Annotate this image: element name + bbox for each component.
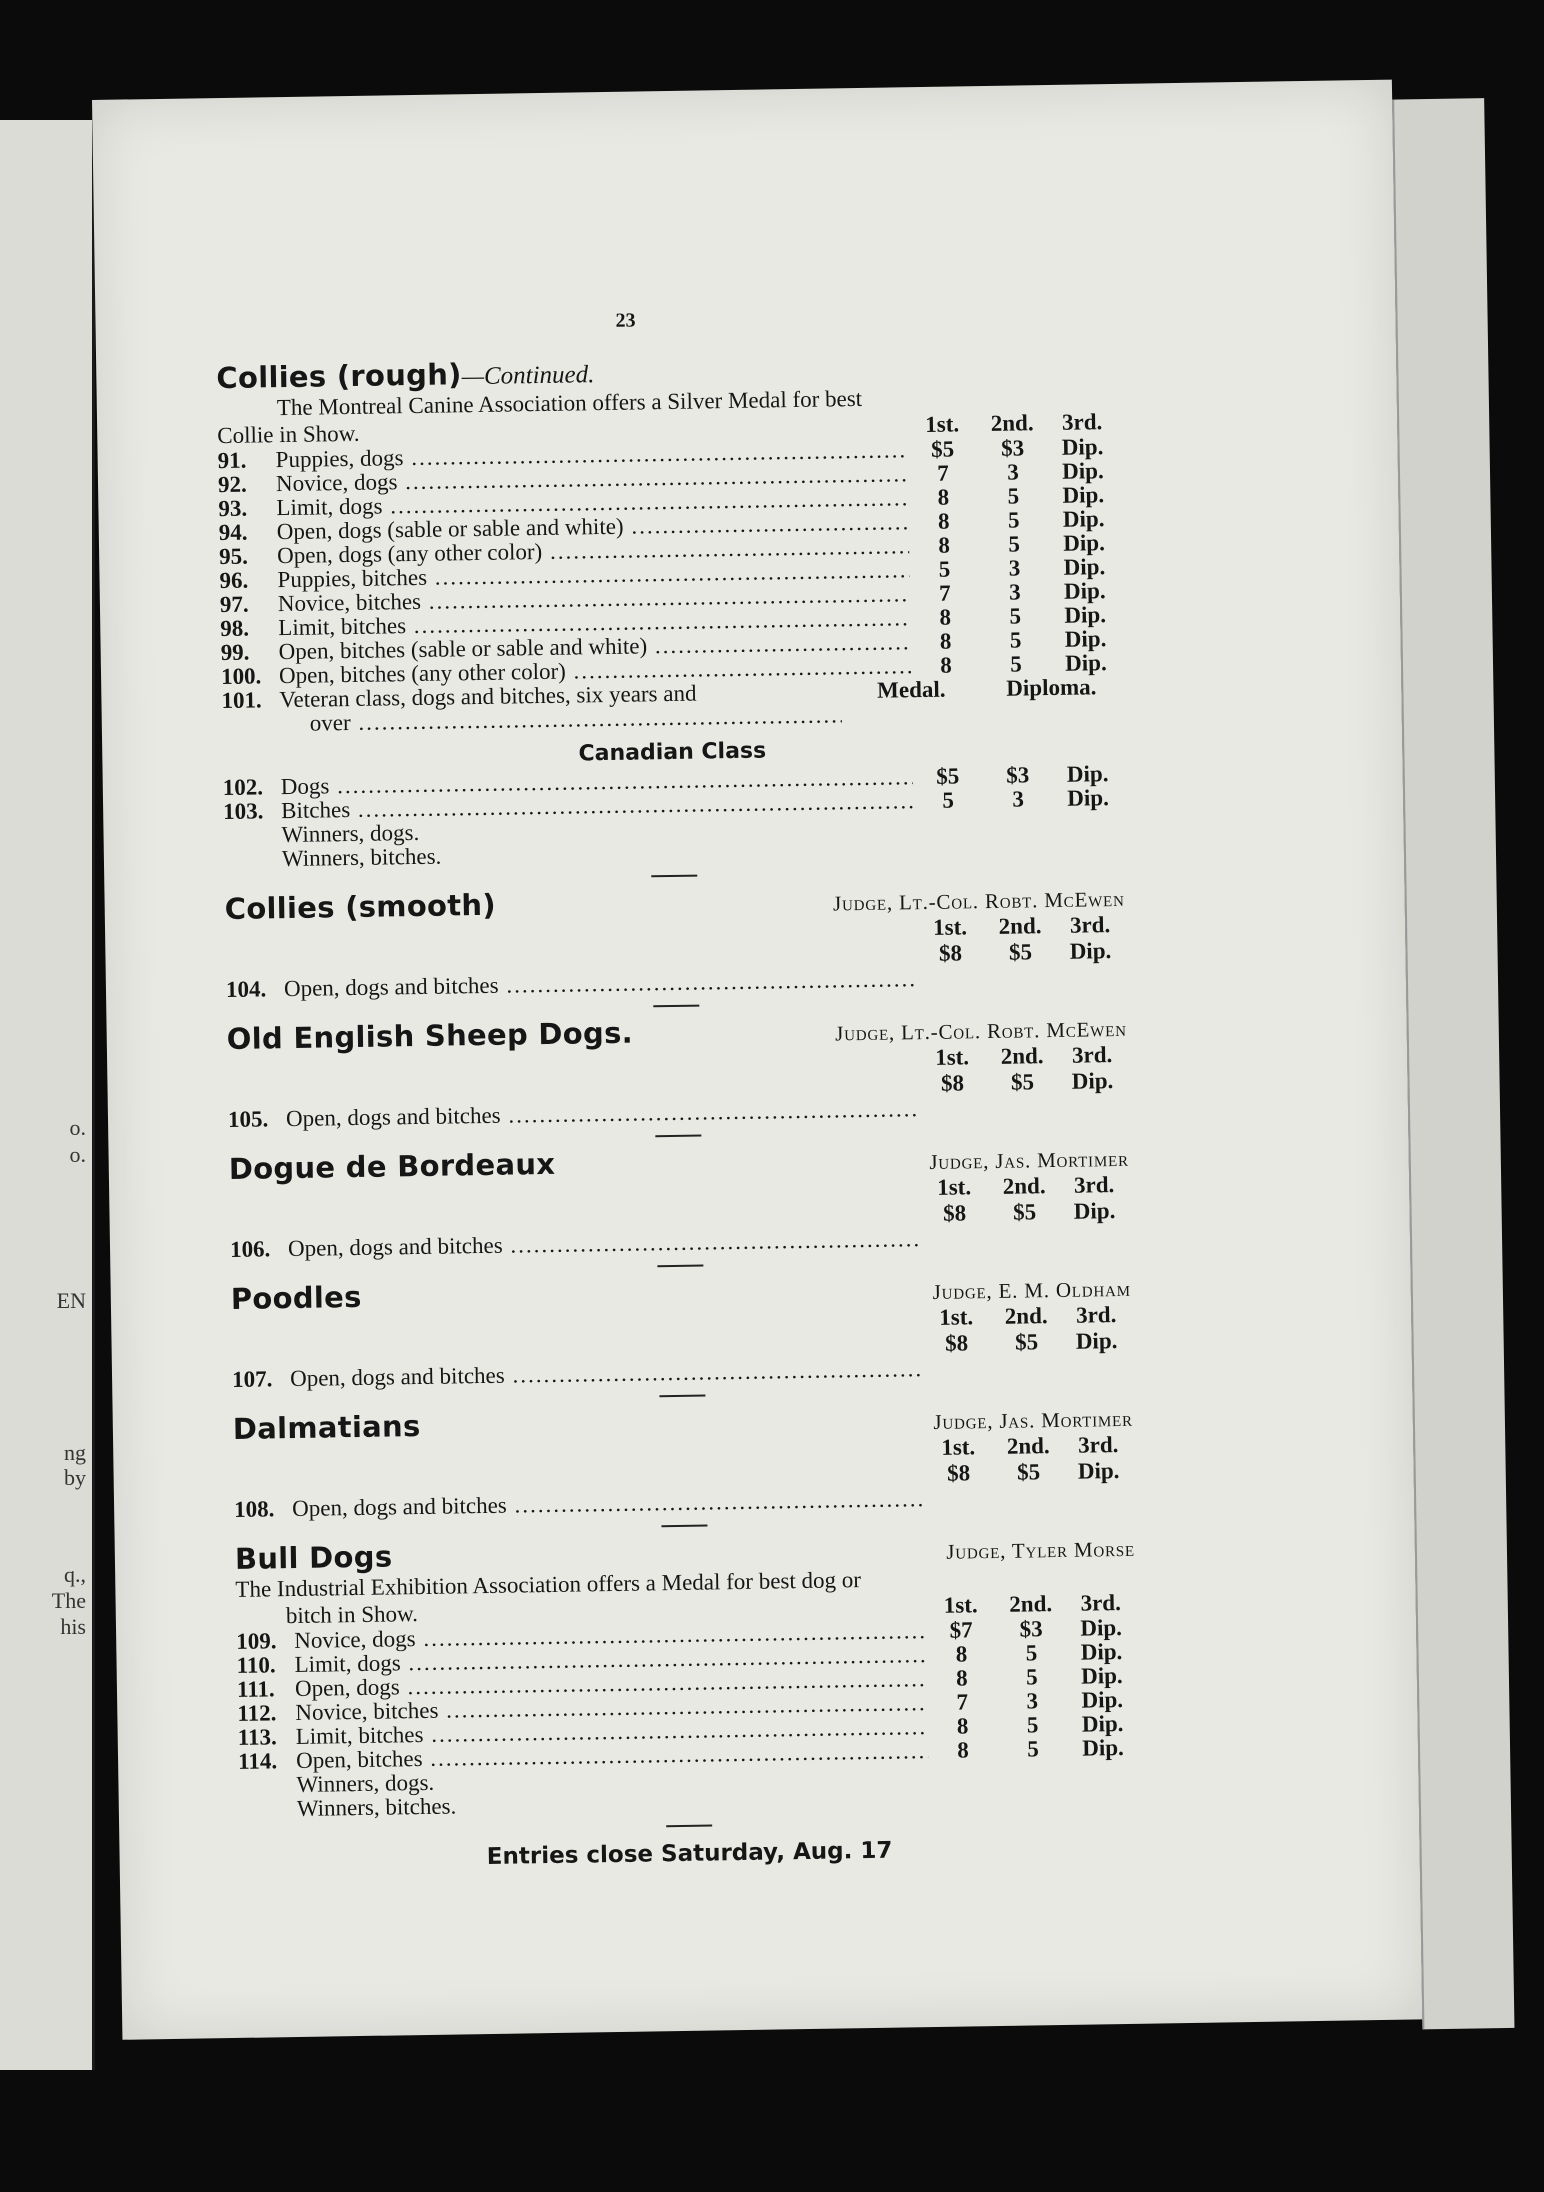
class-number: 94.	[218, 519, 248, 546]
spacer	[922, 1378, 1132, 1381]
prize-first: 7	[956, 1689, 969, 1715]
col-head: 2nd.	[1002, 1173, 1046, 1199]
class-description: Puppies, bitches .....	[277, 558, 909, 592]
prize-first: 8	[956, 1713, 969, 1739]
class-description: Bitches .....	[281, 789, 913, 823]
class-description: Open, dogs and bitches .....	[290, 1357, 922, 1391]
spacer	[918, 1118, 1128, 1121]
prize-second: 5	[1009, 627, 1022, 653]
class-number: 114.	[237, 1748, 278, 1774]
class-number: 104.	[225, 976, 267, 1003]
class-list	[217, 435, 1121, 689]
page-content	[216, 339, 1140, 1874]
prize-third: Dip.	[1061, 434, 1104, 460]
class-description: Novice, dogs .....	[294, 1619, 926, 1653]
class-description: Open, bitches (sable or sable and white) .....	[279, 630, 911, 664]
col-head: 1st.	[939, 1304, 974, 1330]
fragment-text: The	[51, 1588, 86, 1613]
class-number: 97.	[219, 591, 249, 618]
class-number: 105.	[227, 1106, 269, 1132]
class-description: Open, dogs .....	[295, 1667, 927, 1701]
col-head: 1st.	[941, 1434, 976, 1460]
prize-second: 3	[1012, 786, 1025, 812]
note-line: The Montreal Canine Association offers a Silver Medal for best	[276, 385, 863, 421]
prize-value: Dip.	[1075, 1328, 1118, 1354]
col-head: 3rd.	[1077, 1432, 1119, 1458]
col-head: 1st.	[932, 914, 968, 940]
fragment-text: EN	[56, 1288, 86, 1313]
col-head: 2nd.	[1000, 1043, 1044, 1069]
col-head: 2nd.	[998, 913, 1042, 939]
prize-third: Dip.	[1081, 1711, 1124, 1737]
prize-third: Dip.	[1064, 602, 1107, 628]
prize-first: $5	[936, 763, 960, 789]
class-number: 91.	[217, 447, 247, 474]
prize-first: $7	[949, 1617, 973, 1643]
catalogue-page	[92, 80, 1422, 2040]
class-description: Limit, dogs .....	[276, 486, 908, 520]
fragment-text: o.	[69, 1142, 86, 1167]
col-head: 1st.	[925, 411, 960, 437]
col-head: 3rd.	[1071, 1042, 1113, 1068]
prize-third: Dip.	[1063, 578, 1106, 604]
judge-name: Judge, Lt.-Col. Robt. McEwen	[834, 1016, 1127, 1046]
page-number: 23	[615, 309, 636, 332]
class-description: Open, bitches .....	[296, 1739, 928, 1773]
class-description: Open, dogs and bitches .....	[286, 1097, 918, 1131]
prize-value: Dip.	[1073, 1198, 1116, 1224]
col-head: 2nd.	[990, 410, 1034, 436]
prize-first: 8	[940, 652, 952, 678]
fragment-text: q.,	[64, 1562, 86, 1587]
page-edge-strip	[1392, 98, 1514, 2029]
class-description: Veteran class, dogs and bitches, six years and	[279, 680, 697, 713]
prize-first: 7	[937, 460, 949, 486]
spacer	[916, 988, 1126, 991]
class-number: 109.	[236, 1628, 277, 1654]
judge-name: Judge, Jas. Mortimer	[929, 1146, 1129, 1174]
section-title: Collies (rough)	[216, 357, 462, 396]
col-head: 3rd.	[1075, 1302, 1117, 1328]
class-list	[236, 1616, 1138, 1774]
class-number: 101.	[221, 687, 262, 714]
col-head: 2nd.	[1004, 1303, 1048, 1329]
prize-second: 5	[1008, 531, 1021, 557]
spacer	[924, 1508, 1134, 1511]
prize-second: $3	[1019, 1616, 1043, 1642]
breed-section	[224, 878, 1126, 1002]
section-bull-dogs	[235, 1528, 1139, 1822]
prize-value: Dip.	[1071, 1068, 1114, 1094]
section-divider	[657, 1265, 703, 1268]
prize-second: 5	[1009, 603, 1022, 629]
class-number: 100.	[220, 663, 262, 690]
prize-second: 5	[1026, 1712, 1039, 1738]
prize-third: Dip.	[1080, 1663, 1123, 1689]
section-title: Old English Sheep Dogs.	[226, 1015, 634, 1056]
prize-value: $5	[1016, 1459, 1041, 1485]
prize-value: $8	[938, 940, 963, 966]
note-line: Collie in Show.	[217, 420, 360, 449]
prize-third: Dip.	[1063, 530, 1106, 556]
prize-third: Dip.	[1061, 458, 1104, 484]
section-divider	[651, 875, 697, 878]
class-number: 110.	[236, 1652, 276, 1678]
prize-value: Dip.	[1077, 1458, 1120, 1484]
prize-value: $8	[942, 1200, 967, 1226]
prize-first: 8	[955, 1665, 968, 1691]
section-title: Dalmatians	[232, 1409, 421, 1446]
class-number: 108.	[233, 1496, 275, 1522]
section-divider	[655, 1135, 701, 1138]
class-number: 96.	[219, 567, 249, 594]
prize-third: Dip.	[1064, 650, 1107, 676]
prize-first: 8	[939, 628, 952, 654]
class-description: Limit, bitches .....	[278, 606, 910, 640]
col-head: 1st.	[937, 1174, 972, 1200]
prize-value: $5	[1010, 1069, 1035, 1095]
winners-line: Winners, bitches.	[281, 843, 442, 872]
entries-close-notice: Entries close Saturday, Aug. 17	[486, 1837, 893, 1871]
prize-second: 5	[1025, 1640, 1038, 1666]
note-line: bitch in Show.	[285, 1601, 419, 1629]
prize-first: $5	[930, 436, 955, 462]
prize-first: 8	[955, 1641, 968, 1667]
subsection-title: Canadian Class	[578, 738, 767, 767]
class-description: Dogs .....	[281, 765, 913, 799]
prize-first: 8	[939, 604, 952, 630]
breed-section	[231, 1268, 1133, 1392]
prize-first: 8	[938, 532, 951, 558]
prize-third: Dip.	[1067, 785, 1110, 811]
class-number: 92.	[217, 471, 247, 498]
prize-second: 5	[1007, 483, 1020, 509]
fragment-text: ng	[64, 1440, 86, 1465]
class-number: 112.	[237, 1700, 277, 1726]
class-description: Open, dogs and bitches .....	[288, 1227, 920, 1261]
col-head: 3rd.	[1073, 1172, 1115, 1198]
col-head: 1st.	[935, 1044, 970, 1070]
judge-name: Judge, Lt.-Col. Robt. McEwen	[832, 886, 1125, 916]
fragment-text: his	[60, 1614, 86, 1639]
prize-value: $8	[940, 1070, 965, 1096]
col-head: 3rd.	[1069, 912, 1111, 938]
prize-second: 3	[1008, 579, 1021, 605]
prize-first: 7	[938, 580, 951, 606]
prize-first: Medal.	[876, 676, 946, 703]
class-number: 103.	[222, 798, 264, 825]
breed-section	[226, 1008, 1128, 1132]
class-description: Open, dogs and bitches .....	[292, 1487, 924, 1521]
prize-second: $3	[1006, 762, 1030, 788]
section-divider	[661, 1525, 707, 1528]
class-number: 95.	[218, 543, 249, 570]
prize-first: 5	[942, 787, 955, 813]
prize-third: Dip.	[1081, 1687, 1124, 1713]
class-number: 102.	[222, 774, 264, 801]
prize-second: 5	[1027, 1736, 1039, 1762]
prize-value: $8	[946, 1460, 971, 1486]
prize-third: Dip.	[1062, 482, 1105, 508]
class-number: 113.	[237, 1724, 277, 1750]
class-description: over .....	[280, 703, 842, 736]
section-title: Bull Dogs	[234, 1539, 393, 1576]
prize-second: Diploma.	[1006, 674, 1097, 701]
prize-second: $3	[1000, 435, 1025, 461]
spacer	[920, 1248, 1130, 1251]
class-description: Novice, bitches .....	[295, 1691, 927, 1725]
class-description: Limit, dogs .....	[294, 1643, 926, 1677]
prize-second: 5	[1010, 651, 1022, 677]
winners-line: Winners, bitches.	[296, 1793, 457, 1821]
prize-value: $5	[1012, 1199, 1037, 1225]
prize-third: Dip.	[1063, 554, 1106, 580]
judge-name: Judge, Tyler Morse	[946, 1536, 1136, 1564]
prize-first: 5	[938, 556, 951, 582]
prize-third: Dip.	[1082, 1734, 1124, 1761]
prize-third: Dip.	[1066, 761, 1109, 787]
col-head: 2nd.	[1009, 1591, 1053, 1617]
col-head: 2nd.	[1006, 1433, 1050, 1459]
prize-third: Dip.	[1064, 626, 1107, 652]
prize-second: 3	[1008, 555, 1021, 581]
class-description: Open, bitches (any other color) .....	[279, 654, 911, 688]
class-description: Open, dogs (sable or sable and white) .....	[277, 510, 909, 544]
prize-value: $5	[1008, 939, 1033, 965]
class-description: Puppies, dogs .....	[275, 438, 907, 472]
winners-line: Winners, dogs.	[296, 1769, 435, 1797]
prize-third: Dip.	[1080, 1639, 1123, 1665]
prize-third: Dip.	[1080, 1615, 1123, 1641]
prize-first: 8	[937, 484, 950, 510]
class-description: Open, dogs (any other color) .....	[277, 534, 909, 568]
section-divider	[666, 1824, 712, 1827]
prize-second: 5	[1007, 507, 1020, 533]
class-description: Open, dogs and bitches .....	[284, 967, 916, 1001]
facing-page-edge	[0, 120, 95, 2070]
col-head: 3rd.	[1080, 1590, 1122, 1616]
winners-line: Winners, dogs.	[281, 819, 420, 848]
col-head: 3rd.	[1061, 409, 1103, 435]
prize-second: 3	[1026, 1688, 1039, 1714]
breed-section	[233, 1398, 1135, 1522]
prize-second: 3	[1007, 459, 1019, 485]
section-divider	[659, 1395, 705, 1398]
class-number: 98.	[220, 615, 250, 642]
col-head: 1st.	[943, 1592, 978, 1618]
class-description: Novice, dogs .....	[276, 462, 908, 496]
section-title: Dogue de Bordeaux	[228, 1146, 556, 1186]
judge-name: Judge, E. M. Oldham	[932, 1276, 1131, 1304]
judge-name: Judge, Jas. Mortimer	[933, 1406, 1134, 1434]
section-collies-rough	[216, 347, 1124, 872]
single-class-sections	[224, 868, 1134, 1522]
class-number: 107.	[231, 1366, 273, 1392]
prize-value: $8	[944, 1330, 969, 1356]
prize-value: Dip.	[1069, 938, 1112, 964]
fragment-text: o.	[69, 1115, 86, 1140]
breed-section	[229, 1138, 1131, 1262]
prize-second: 5	[1025, 1664, 1038, 1690]
class-number: 111.	[236, 1676, 275, 1702]
class-number: 106.	[229, 1236, 271, 1262]
class-number: 99.	[220, 639, 250, 666]
class-number: 93.	[218, 495, 248, 522]
class-description: Limit, bitches .....	[296, 1715, 928, 1749]
prize-third: Dip.	[1062, 506, 1105, 532]
note-line: The Industrial Exhibition Association offers a Medal for best dog or	[235, 1567, 862, 1602]
prize-first: 8	[957, 1737, 969, 1763]
prize-first: 8	[937, 508, 950, 534]
class-description: Novice, bitches .....	[278, 582, 910, 616]
fragment-text: by	[64, 1465, 86, 1490]
section-title: Collies (smooth)	[224, 887, 497, 927]
continued-label: —Continued.	[461, 361, 595, 391]
prize-value: $5	[1014, 1329, 1039, 1355]
section-title: Poodles	[230, 1279, 362, 1316]
section-divider	[653, 1005, 699, 1008]
